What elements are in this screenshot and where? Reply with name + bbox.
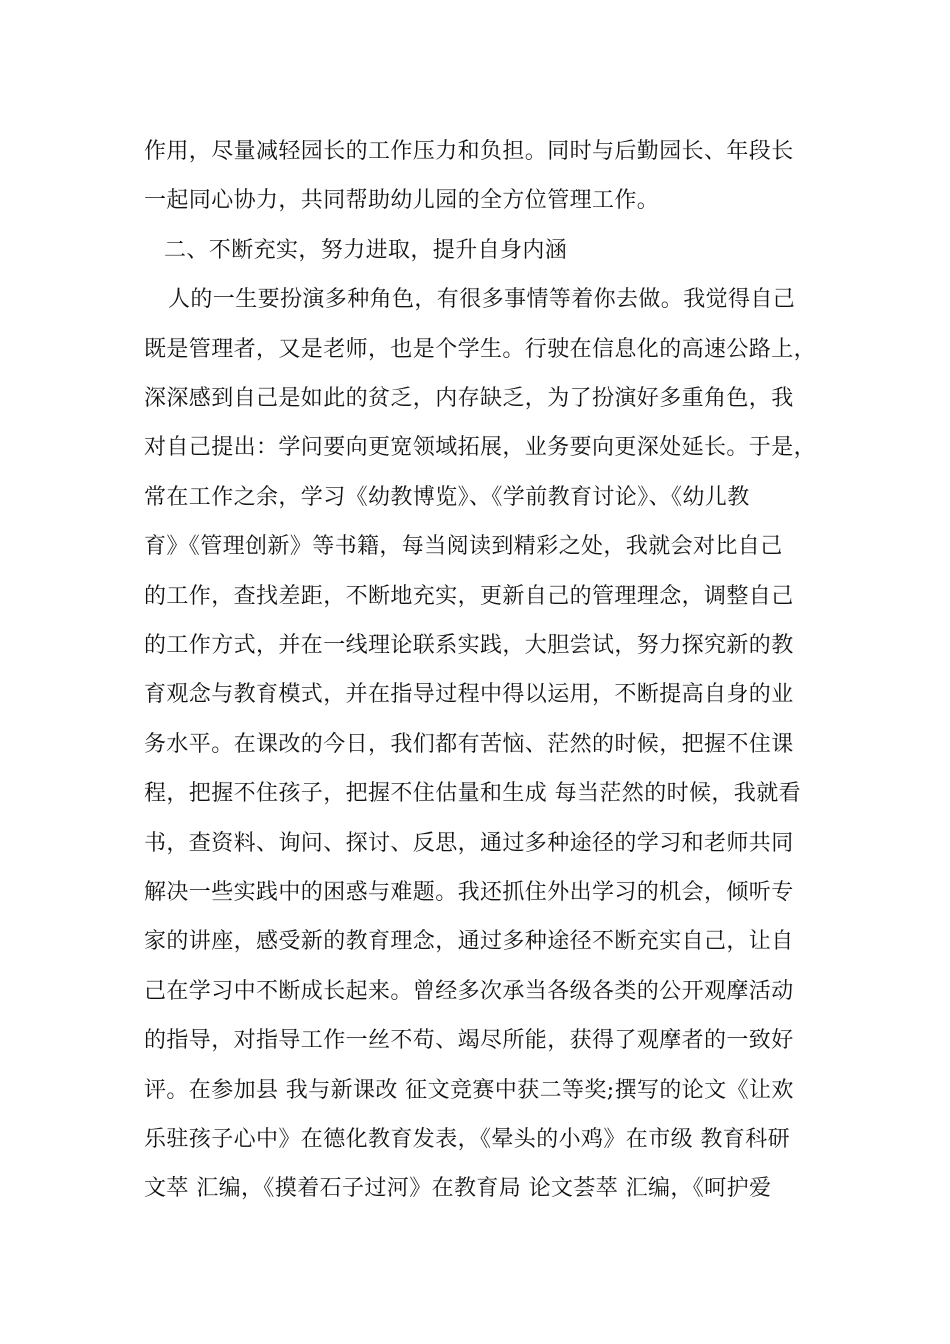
text-line-2: 一起同心协力，共同帮助幼儿园的全方位管理工作。 xyxy=(144,188,660,213)
text-line-8: 常在工作之余，学习《幼教博览》、《学前教育讨论》、《幼儿教 xyxy=(144,485,750,510)
text-line-22: 文萃 汇编，《摸着石子过河》在教育局 论文荟萃 汇编，《呵护爱 xyxy=(144,1176,772,1201)
text-line-18: 己在学习中不断成长起来。曾经多次承当各级各类的公开观摩活动 xyxy=(144,979,794,1004)
text-line-6: 深深感到自己是如此的贫乏，内存缺乏，为了扮演好多重角色，我 xyxy=(144,386,794,411)
section-heading: 二、不断充实，努力进取，提升自身内涵 xyxy=(164,238,568,263)
text-line-21: 乐驻孩子心中》在德化教育发表，《晕头的小鸡》在市级 教育科研 xyxy=(144,1127,790,1152)
text-line-15: 书，查资料、询问、探讨、反思，通过多种途径的学习和老师共同 xyxy=(144,831,794,856)
text-line-20: 评。在参加县 我与新课改 征文竞赛中获二等奖;撰写的论文《让欢 xyxy=(144,1078,794,1103)
text-line-17: 家的讲座，感受新的教育理念，通过多种途径不断充实自己，让自 xyxy=(144,929,794,954)
text-line-5: 既是管理者，又是老师，也是个学生。行驶在信息化的高速公路上， xyxy=(144,337,817,362)
text-line-10: 的工作，查找差距，不断地充实，更新自己的管理理念，调整自己 xyxy=(144,584,794,609)
text-line-16: 解决一些实践中的困惑与难题。我还抓住外出学习的机会，倾听专 xyxy=(144,880,794,905)
text-line-12: 育观念与教育模式，并在指导过程中得以运用，不断提高自身的业 xyxy=(144,682,794,707)
text-line-4: 人的一生要扮演多种角色，有很多事情等着你去做。我觉得自己 xyxy=(168,287,796,312)
text-line-14: 程，把握不住孩子，把握不住估量和生成 每当茫然的时候，我就看 xyxy=(144,781,801,806)
text-line-7: 对自己提出：学问要向更宽领域拓展，业务要向更深处延长。于是， xyxy=(144,435,817,460)
text-line-9: 育》《管理创新》等书籍，每当阅读到精彩之处，我就会对比自己 xyxy=(144,534,783,559)
text-line-11: 的工作方式，并在一线理论联系实践，大胆尝试，努力探究新的教 xyxy=(144,633,794,658)
text-line-13: 务水平。在课改的今日，我们都有苦恼、茫然的时候，把握不住课 xyxy=(144,732,794,757)
text-line-1: 作用，尽量减轻园长的工作压力和负担。同时与后勤园长、年段长 xyxy=(144,139,794,164)
text-line-19: 的指导，对指导工作一丝不苟、竭尽所能，获得了观摩者的一致好 xyxy=(144,1028,794,1053)
